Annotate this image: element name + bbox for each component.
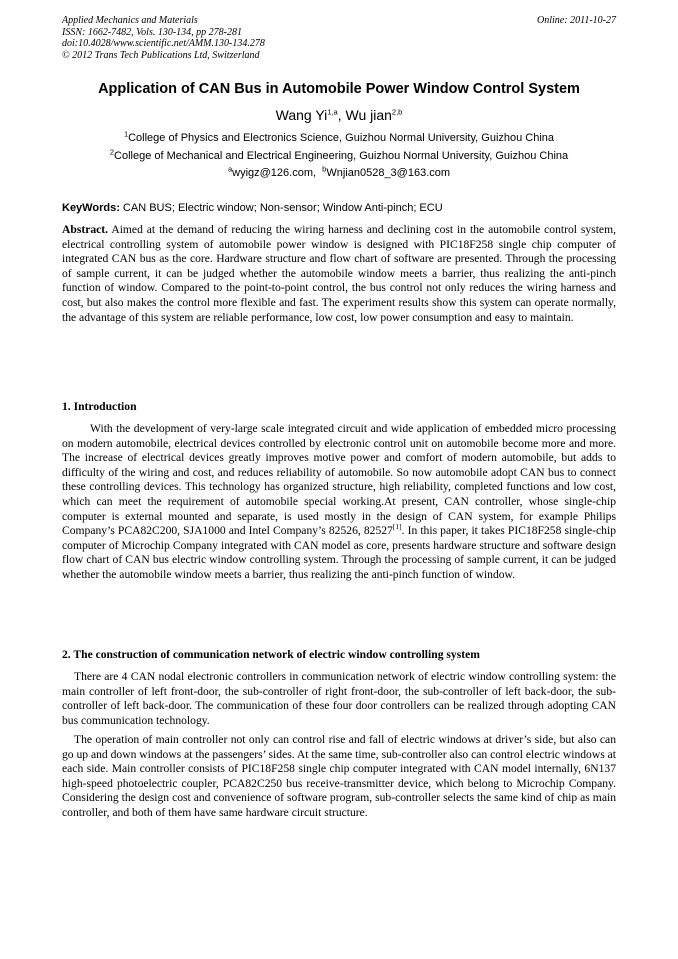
- doi-line: doi:10.4028/www.scientific.net/AMM.130-134.278: [62, 38, 265, 50]
- section-heading-network: 2. The construction of communication network of electric window controlling system: [62, 648, 480, 661]
- abstract-text: Aimed at the demand of reducing the wiring harness and declining cost in the automobile control system, electrical controlling system of automobile power window is designed with PIC18F258 single chip computer of integrated CAN bus as the core. Hardware structure and flow chart of software are presented. Through the processing of sample current, it can be judged whether the automobile window meets a barrier, thus realizing the anti-pinch function of window. Compared to the point-to-point control, the bus control not only reduces the wiring harness and cost, but also makes the control more flexible and fast. The experiment results show this system can operate normally, the advantage of this system are reliable performance, low cost, low power consumption and easy to maintain.: [62, 223, 616, 324]
- email-b: Wnjian0528_3@163.com: [326, 167, 451, 179]
- introduction-paragraph: [62, 422, 616, 583]
- section2-paragraph-1: There are 4 CAN nodal electronic controllers in communication network of electric window controlling system: the main controller of left front-door, the sub-controller of right front-door, the sub-controller of left back-door, the sub-controller of left back-door. The communication of these four door controllers can be realized through adopting CAN bus communication technology.: [62, 670, 616, 727]
- journal-name: Applied Mechanics and Materials: [62, 15, 198, 26]
- affiliation-superscript: 1: [123, 129, 129, 139]
- affiliation-text: College of Physics and Electronics Science, Guizhou Normal University, Guizhou China: [128, 132, 555, 144]
- journal-header: [62, 15, 265, 61]
- online-date: Online: 2011-10-27: [537, 15, 616, 26]
- paper-title: Application of CAN Bus in Automobile Power Window Control System: [98, 81, 580, 97]
- affiliation-superscript: 2: [109, 147, 115, 157]
- author-separator: ,: [337, 107, 346, 123]
- affiliation-text: College of Mechanical and Electrical Engineering, Guizhou Normal University, Guizhou China: [114, 150, 569, 162]
- section2-paragraph-2: The operation of main controller not only can control rise and fall of electric windows at driver’s side, but also can go up and down windows at the passengers’ sides. At the same time, sub-controller also can control electric windows at each side. Main controller consists of PIC18F258 single chip computer integrated with CAN model internally, 6N137 high-speed photoelectric coupler, PCA82C250 bus receive-transmitter device, which belong to Microchip Company. Considering the design cost and convenience of software program, sub-controller selects the same kind of chip as main controller, and both of them have same hardware circuit structure.: [62, 733, 616, 819]
- copyright-line: © 2012 Trans Tech Publications Ltd, Switzerland: [62, 49, 260, 61]
- email-superscript: b: [322, 164, 327, 174]
- affiliation-1: [62, 131, 616, 145]
- keywords-label: KeyWords:: [62, 202, 120, 214]
- section-heading-introduction: 1. Introduction: [62, 400, 137, 413]
- email-a: wyigz@126.com,: [232, 167, 317, 179]
- citation-reference: [1]: [392, 522, 402, 532]
- abstract-label: Abstract.: [62, 223, 109, 236]
- intro-text: With the development of very-large scale integrated circuit and wide application of embedded micro processing on modern automobile, electrical devices controlled by electronic control unit on automobile become more and more. The increase of electrical devices greatly improves motive power and comfort of modern automobile, but adds to difficulty of the wiring and cost, and reduces reliability of automobile. So now automobile adopt CAN bus to connect these controlling devices. This technology has organized structure, high reliability, completed functions and low cost, which can meet the requirement of automobile special working.At present, CAN controller, whose single-chip computer is external mounted and separate, is used mostly in the design of CAN system, for example Philips Company’s PCA82C200, SJA1000 and Intel Company’s 82526, 82527: [62, 422, 616, 538]
- issn-line: ISSN: 1662-7482, Vols. 130-134, pp 278-281: [62, 26, 242, 38]
- affiliation-2: [62, 149, 616, 163]
- keywords: [62, 201, 616, 215]
- keywords-text: CAN BUS; Electric window; Non-sensor; Window Anti-pinch; ECU: [119, 202, 443, 214]
- author-line: [62, 106, 616, 124]
- author-name: Wu jian: [345, 107, 392, 123]
- author-superscript: 2,b: [391, 107, 403, 117]
- intro-text-continued: . In this paper, it takes PIC18F258 single-chip computer of Microchip Company integrated with CAN model as core, presents hardware structure and software design flow chart of CAN bus electric window controlling system. Through the processing of sample current, it can be judged whether the automobile window meets a barrier, thus realizing the anti-pinch function of window.: [62, 524, 616, 581]
- email-line: [62, 166, 616, 180]
- author-superscript: 1,a: [327, 107, 338, 117]
- abstract: [62, 223, 616, 325]
- author-name: Wang Yi: [275, 107, 328, 123]
- email-superscript: a: [227, 164, 233, 174]
